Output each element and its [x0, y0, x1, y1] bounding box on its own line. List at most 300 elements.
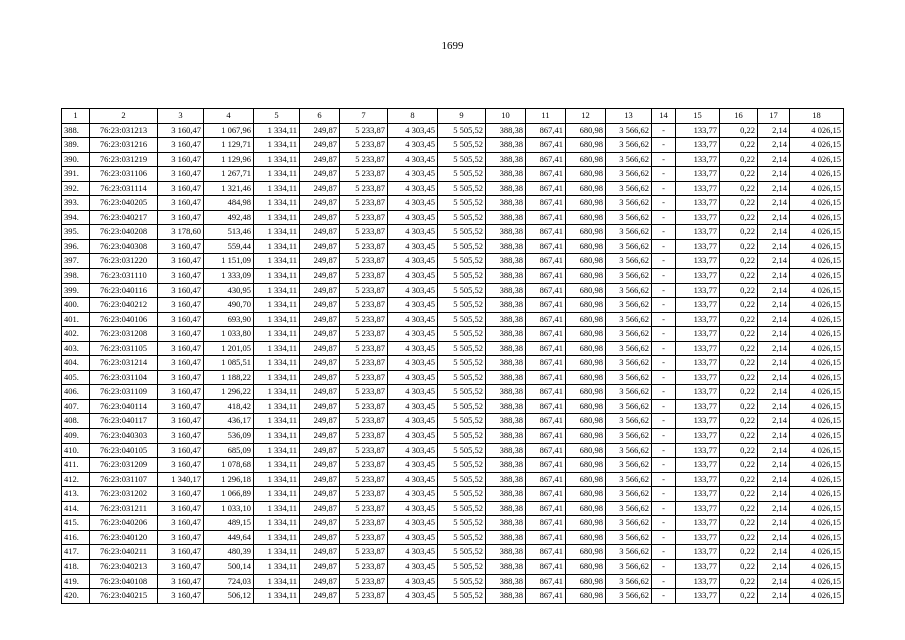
table-cell: 680,98	[566, 501, 606, 516]
table-cell: 4 303,45	[388, 298, 438, 313]
table-cell: 680,98	[566, 458, 606, 473]
table-cell: 867,41	[526, 589, 566, 604]
table-cell: 3 566,62	[606, 429, 652, 444]
table-row	[62, 472, 844, 487]
table-row	[62, 196, 844, 211]
table-cell: -	[652, 181, 676, 196]
table-row	[62, 487, 844, 502]
table-cell: 249,87	[300, 574, 340, 589]
table-cell: 4 026,15	[790, 370, 844, 385]
table-cell: 5 505,52	[438, 458, 486, 473]
table-cell: 3 178,60	[158, 225, 204, 240]
table-cell: 1 033,10	[204, 501, 254, 516]
table-row	[62, 516, 844, 531]
table-cell: 680,98	[566, 196, 606, 211]
table-cell: 5 233,87	[340, 501, 388, 516]
table-cell: 1 066,89	[204, 487, 254, 502]
table-cell: -	[652, 196, 676, 211]
table-cell: 5 233,87	[340, 239, 388, 254]
table-cell: 680,98	[566, 152, 606, 167]
table-cell: 2,14	[758, 225, 790, 240]
table-cell: 867,41	[526, 312, 566, 327]
table-cell: 3 160,47	[158, 123, 204, 138]
table-cell: 133,77	[676, 341, 720, 356]
table-cell: 867,41	[526, 487, 566, 502]
table-cell: 3 160,47	[158, 429, 204, 444]
table-cell: 4 303,45	[388, 530, 438, 545]
column-header: 12	[566, 109, 606, 124]
table-cell: 4 303,45	[388, 254, 438, 269]
table-cell: 1 334,11	[254, 123, 300, 138]
table-cell: 5 505,52	[438, 429, 486, 444]
table-cell: 1 334,11	[254, 458, 300, 473]
table-cell: 0,22	[720, 210, 758, 225]
table-row	[62, 225, 844, 240]
column-header: 1	[62, 109, 90, 124]
table-cell: 5 233,87	[340, 574, 388, 589]
table-cell: 249,87	[300, 472, 340, 487]
table-cell: 680,98	[566, 298, 606, 313]
table-cell: 5 505,52	[438, 327, 486, 342]
table-cell: 133,77	[676, 356, 720, 371]
table-cell: 430,95	[204, 283, 254, 298]
table-cell: 249,87	[300, 298, 340, 313]
table-cell: 867,41	[526, 516, 566, 531]
table-cell: 418,42	[204, 399, 254, 414]
table-cell: 133,77	[676, 516, 720, 531]
table-cell: 249,87	[300, 501, 340, 516]
table-cell: 0,22	[720, 138, 758, 153]
table-cell: 76:23:040106	[90, 312, 158, 327]
table-cell: 249,87	[300, 269, 340, 284]
column-header: 11	[526, 109, 566, 124]
table-row	[62, 239, 844, 254]
table-cell: 5 233,87	[340, 210, 388, 225]
table-cell: 3 160,47	[158, 443, 204, 458]
table-cell: 5 505,52	[438, 210, 486, 225]
table-cell: 0,22	[720, 385, 758, 400]
table-cell: 680,98	[566, 429, 606, 444]
table-row	[62, 123, 844, 138]
table-cell: 4 026,15	[790, 196, 844, 211]
table-cell: 4 026,15	[790, 152, 844, 167]
table-cell: 249,87	[300, 312, 340, 327]
table-cell: 867,41	[526, 574, 566, 589]
table-cell: 3 566,62	[606, 312, 652, 327]
table-cell: 76:23:040208	[90, 225, 158, 240]
table-cell: 5 505,52	[438, 472, 486, 487]
table-cell: 388,38	[486, 516, 526, 531]
table-cell: 5 233,87	[340, 370, 388, 385]
table-cell: 249,87	[300, 283, 340, 298]
table-cell: 388,38	[486, 429, 526, 444]
table-cell: 2,14	[758, 472, 790, 487]
table-cell: 2,14	[758, 283, 790, 298]
table-cell: 388,38	[486, 414, 526, 429]
table-cell: 249,87	[300, 123, 340, 138]
table-cell: 1 334,11	[254, 210, 300, 225]
table-cell: 867,41	[526, 210, 566, 225]
table-cell: 249,87	[300, 559, 340, 574]
table-cell: 5 505,52	[438, 487, 486, 502]
table-cell: 76:23:031214	[90, 356, 158, 371]
table-cell: 5 505,52	[438, 298, 486, 313]
table-cell: 405.	[62, 370, 90, 385]
table-cell: 2,14	[758, 312, 790, 327]
table-cell: 249,87	[300, 196, 340, 211]
table-cell: 4 026,15	[790, 181, 844, 196]
table-cell: 5 505,52	[438, 545, 486, 560]
table-cell: 1 334,11	[254, 254, 300, 269]
table-cell: 680,98	[566, 327, 606, 342]
table-cell: 4 026,15	[790, 559, 844, 574]
table-cell: 5 233,87	[340, 225, 388, 240]
table-cell: 3 566,62	[606, 501, 652, 516]
table-cell: 388,38	[486, 152, 526, 167]
table-cell: 249,87	[300, 341, 340, 356]
table-cell: 1 129,96	[204, 152, 254, 167]
table-cell: 867,41	[526, 123, 566, 138]
table-cell: 4 303,45	[388, 443, 438, 458]
table-cell: -	[652, 472, 676, 487]
table-cell: 4 026,15	[790, 341, 844, 356]
table-cell: 2,14	[758, 589, 790, 604]
table-cell: 3 160,47	[158, 487, 204, 502]
table-cell: -	[652, 269, 676, 284]
table-cell: 867,41	[526, 429, 566, 444]
table-cell: 2,14	[758, 574, 790, 589]
column-header: 2	[90, 109, 158, 124]
table-cell: 5 505,52	[438, 138, 486, 153]
table-cell: 680,98	[566, 138, 606, 153]
table-cell: 2,14	[758, 152, 790, 167]
table-cell: 3 566,62	[606, 167, 652, 182]
table-cell: 5 505,52	[438, 370, 486, 385]
table-cell: 249,87	[300, 239, 340, 254]
table-cell: 0,22	[720, 429, 758, 444]
table-cell: 4 026,15	[790, 283, 844, 298]
table-cell: 5 505,52	[438, 385, 486, 400]
table-cell: 76:23:040213	[90, 559, 158, 574]
table-cell: 867,41	[526, 239, 566, 254]
table-cell: 867,41	[526, 399, 566, 414]
table-cell: 420.	[62, 589, 90, 604]
table-cell: 249,87	[300, 399, 340, 414]
table-cell: 133,77	[676, 589, 720, 604]
table-cell: 76:23:040206	[90, 516, 158, 531]
table-cell: 5 233,87	[340, 152, 388, 167]
table-cell: 133,77	[676, 399, 720, 414]
table-cell: 867,41	[526, 530, 566, 545]
table-cell: 395.	[62, 225, 90, 240]
table-row	[62, 356, 844, 371]
table-cell: -	[652, 341, 676, 356]
table-cell: 417.	[62, 545, 90, 560]
table-cell: 680,98	[566, 559, 606, 574]
table-cell: 3 566,62	[606, 385, 652, 400]
table-cell: 5 233,87	[340, 327, 388, 342]
table-cell: 3 160,47	[158, 327, 204, 342]
table-cell: 388,38	[486, 327, 526, 342]
table-row	[62, 385, 844, 400]
table-cell: 249,87	[300, 138, 340, 153]
table-cell: 559,44	[204, 239, 254, 254]
table-cell: 133,77	[676, 574, 720, 589]
table-cell: 76:23:031219	[90, 152, 158, 167]
table-cell: -	[652, 414, 676, 429]
table-cell: 867,41	[526, 167, 566, 182]
table-cell: 1 151,09	[204, 254, 254, 269]
table-cell: 0,22	[720, 589, 758, 604]
table-cell: 0,22	[720, 327, 758, 342]
table-cell: 3 566,62	[606, 298, 652, 313]
table-cell: 867,41	[526, 501, 566, 516]
table-row	[62, 414, 844, 429]
table-cell: 5 505,52	[438, 356, 486, 371]
table-cell: 4 303,45	[388, 370, 438, 385]
table-cell: 249,87	[300, 167, 340, 182]
table-cell: 5 233,87	[340, 269, 388, 284]
table-cell: 867,41	[526, 152, 566, 167]
table-cell: 388,38	[486, 269, 526, 284]
table-cell: 3 566,62	[606, 559, 652, 574]
table-cell: 249,87	[300, 356, 340, 371]
table-cell: 1 188,22	[204, 370, 254, 385]
table-cell: 4 303,45	[388, 589, 438, 604]
table-cell: 133,77	[676, 472, 720, 487]
table-cell: 3 566,62	[606, 399, 652, 414]
table-cell: 392.	[62, 181, 90, 196]
table-cell: 3 160,47	[158, 458, 204, 473]
table-cell: 490,70	[204, 298, 254, 313]
table-cell: 1 334,11	[254, 269, 300, 284]
table-cell: 680,98	[566, 312, 606, 327]
table-cell: 4 303,45	[388, 283, 438, 298]
table-cell: 680,98	[566, 472, 606, 487]
table-cell: 388,38	[486, 298, 526, 313]
table-cell: 513,46	[204, 225, 254, 240]
table-cell: 5 233,87	[340, 138, 388, 153]
table-cell: 393.	[62, 196, 90, 211]
table-cell: 4 026,15	[790, 487, 844, 502]
table-cell: 4 026,15	[790, 210, 844, 225]
table-row	[62, 559, 844, 574]
table-cell: 867,41	[526, 341, 566, 356]
table-cell: 867,41	[526, 269, 566, 284]
table-cell: 2,14	[758, 210, 790, 225]
table-cell: 133,77	[676, 530, 720, 545]
table-cell: 0,22	[720, 458, 758, 473]
table-cell: 5 233,87	[340, 167, 388, 182]
table-cell: 4 303,45	[388, 458, 438, 473]
table-cell: 133,77	[676, 254, 720, 269]
table-cell: 133,77	[676, 298, 720, 313]
table-cell: 5 233,87	[340, 356, 388, 371]
table-cell: 4 026,15	[790, 545, 844, 560]
table-cell: 408.	[62, 414, 90, 429]
table-cell: 2,14	[758, 429, 790, 444]
table-cell: 249,87	[300, 516, 340, 531]
table-row	[62, 181, 844, 196]
table-row	[62, 283, 844, 298]
table-cell: 4 026,15	[790, 443, 844, 458]
table-cell: 5 233,87	[340, 487, 388, 502]
table-cell: 76:23:031109	[90, 385, 158, 400]
table-cell: 76:23:031114	[90, 181, 158, 196]
table-cell: 2,14	[758, 167, 790, 182]
table-cell: 388,38	[486, 167, 526, 182]
table-cell: 4 303,45	[388, 399, 438, 414]
table-cell: 249,87	[300, 458, 340, 473]
table-cell: 4 303,45	[388, 196, 438, 211]
table-cell: 5 233,87	[340, 181, 388, 196]
table-cell: 680,98	[566, 530, 606, 545]
table-cell: 76:23:040120	[90, 530, 158, 545]
table-cell: 4 026,15	[790, 269, 844, 284]
table-row	[62, 138, 844, 153]
table-cell: 133,77	[676, 327, 720, 342]
table-cell: 4 026,15	[790, 298, 844, 313]
table-cell: 1 334,11	[254, 559, 300, 574]
table-cell: 76:23:040108	[90, 574, 158, 589]
table-cell: 5 233,87	[340, 298, 388, 313]
table-cell: 76:23:040205	[90, 196, 158, 211]
table-row	[62, 545, 844, 560]
table-cell: 76:23:040105	[90, 443, 158, 458]
table-cell: 249,87	[300, 152, 340, 167]
table-cell: -	[652, 210, 676, 225]
table-cell: 4 303,45	[388, 239, 438, 254]
table-cell: -	[652, 239, 676, 254]
table-cell: 76:23:031202	[90, 487, 158, 502]
table-cell: 3 160,47	[158, 196, 204, 211]
table-cell: 4 026,15	[790, 589, 844, 604]
table-cell: 5 505,52	[438, 225, 486, 240]
table-cell: 680,98	[566, 341, 606, 356]
table-cell: 867,41	[526, 443, 566, 458]
table-cell: -	[652, 312, 676, 327]
table-row	[62, 370, 844, 385]
table-cell: -	[652, 356, 676, 371]
table-cell: 3 160,47	[158, 574, 204, 589]
table-cell: -	[652, 370, 676, 385]
table-cell: 388,38	[486, 356, 526, 371]
table-cell: 249,87	[300, 370, 340, 385]
table-cell: 0,22	[720, 399, 758, 414]
table-cell: 413.	[62, 487, 90, 502]
table-cell: 418.	[62, 559, 90, 574]
table-cell: 680,98	[566, 589, 606, 604]
table-cell: 401.	[62, 312, 90, 327]
column-header: 18	[790, 109, 844, 124]
table-cell: 388,38	[486, 487, 526, 502]
table-cell: 2,14	[758, 269, 790, 284]
table-cell: -	[652, 559, 676, 574]
table-cell: 5 505,52	[438, 414, 486, 429]
table-cell: 406.	[62, 385, 90, 400]
table-cell: 680,98	[566, 254, 606, 269]
table-cell: 1 334,11	[254, 225, 300, 240]
table-cell: 419.	[62, 574, 90, 589]
table-cell: 416.	[62, 530, 90, 545]
table-cell: 867,41	[526, 298, 566, 313]
table-cell: 3 566,62	[606, 210, 652, 225]
table-cell: 249,87	[300, 545, 340, 560]
table-cell: 0,22	[720, 254, 758, 269]
table-cell: 4 303,45	[388, 123, 438, 138]
table-row	[62, 167, 844, 182]
table-cell: 867,41	[526, 225, 566, 240]
table-cell: 1 067,96	[204, 123, 254, 138]
table-cell: 397.	[62, 254, 90, 269]
table-cell: 2,14	[758, 356, 790, 371]
table-cell: 76:23:031107	[90, 472, 158, 487]
table-cell: 1 334,11	[254, 385, 300, 400]
table-cell: 506,12	[204, 589, 254, 604]
table-cell: -	[652, 399, 676, 414]
table-cell: 680,98	[566, 283, 606, 298]
table-cell: 5 233,87	[340, 414, 388, 429]
table-cell: 4 026,15	[790, 167, 844, 182]
table-cell: 4 026,15	[790, 385, 844, 400]
table-cell: 3 566,62	[606, 123, 652, 138]
table-cell: 867,41	[526, 327, 566, 342]
table-cell: 388,38	[486, 254, 526, 269]
table-cell: -	[652, 254, 676, 269]
table-cell: 5 505,52	[438, 152, 486, 167]
table-cell: 5 233,87	[340, 254, 388, 269]
table-cell: 2,14	[758, 254, 790, 269]
table-cell: 4 303,45	[388, 356, 438, 371]
table-cell: 1 334,11	[254, 181, 300, 196]
column-header: 8	[388, 109, 438, 124]
table-cell: 388,38	[486, 443, 526, 458]
table-cell: 388,38	[486, 559, 526, 574]
table-cell: 0,22	[720, 167, 758, 182]
table-cell: 0,22	[720, 530, 758, 545]
table-cell: 3 160,47	[158, 283, 204, 298]
table-cell: 76:23:031209	[90, 458, 158, 473]
table-cell: 1 334,11	[254, 196, 300, 211]
table-cell: 3 566,62	[606, 152, 652, 167]
table-cell: 76:23:031220	[90, 254, 158, 269]
table-cell: 388,38	[486, 239, 526, 254]
table-cell: 1 334,11	[254, 414, 300, 429]
table-cell: 388,38	[486, 341, 526, 356]
column-header: 5	[254, 109, 300, 124]
table-cell: 0,22	[720, 312, 758, 327]
table-cell: 1 334,11	[254, 530, 300, 545]
table-cell: 410.	[62, 443, 90, 458]
table-cell: 5 233,87	[340, 283, 388, 298]
table-cell: 3 160,47	[158, 239, 204, 254]
table-cell: 867,41	[526, 370, 566, 385]
table-cell: 2,14	[758, 181, 790, 196]
table-cell: -	[652, 167, 676, 182]
table-cell: 388,38	[486, 312, 526, 327]
table-cell: 3 566,62	[606, 254, 652, 269]
table-cell: 680,98	[566, 516, 606, 531]
table-cell: 394.	[62, 210, 90, 225]
table-cell: 867,41	[526, 181, 566, 196]
table-cell: 2,14	[758, 443, 790, 458]
table-cell: 133,77	[676, 458, 720, 473]
table-cell: 76:23:040116	[90, 283, 158, 298]
table-cell: 1 334,11	[254, 341, 300, 356]
table-cell: 76:23:040117	[90, 414, 158, 429]
table-cell: 3 566,62	[606, 472, 652, 487]
table-cell: -	[652, 138, 676, 153]
